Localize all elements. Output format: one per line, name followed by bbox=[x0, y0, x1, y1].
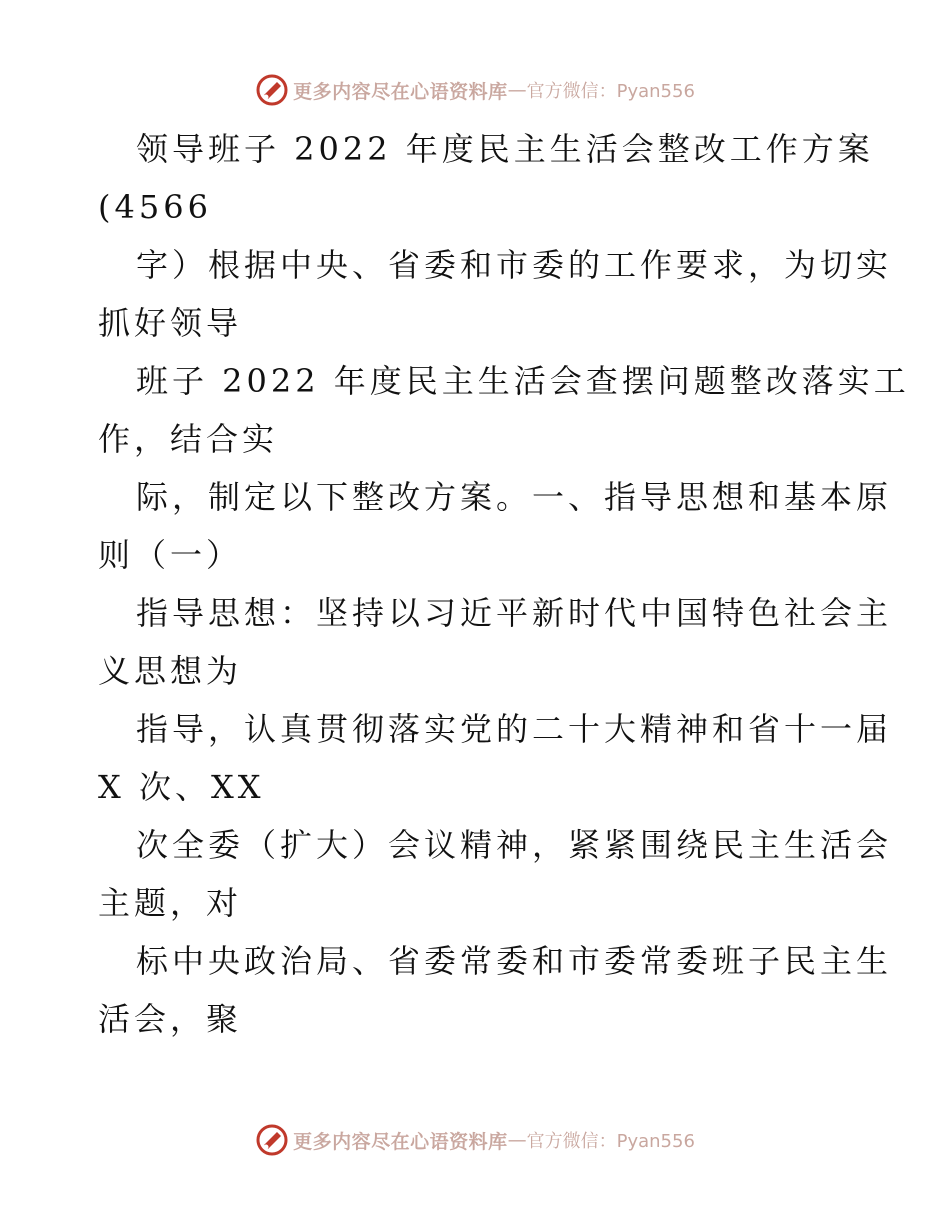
document-line: 次全委（扩大）会议精神，紧紧围绕民主生活会 bbox=[136, 826, 893, 864]
document-line: (4566 bbox=[98, 188, 212, 226]
document-line: 领导班子 2022 年度民主生活会整改工作方案 bbox=[136, 130, 874, 168]
document-line: 指导，认真贯彻落实党的二十大精神和省十一届 bbox=[136, 710, 893, 748]
header-watermark bbox=[0, 70, 950, 110]
footer-watermark bbox=[0, 1120, 950, 1160]
logo-icon bbox=[255, 1123, 289, 1157]
logo-icon bbox=[255, 73, 289, 107]
document-line: 主题，对 bbox=[98, 884, 243, 922]
header-brand-text: 更多内容尽在心语资料库 bbox=[293, 80, 508, 103]
footer-wechat-text: 官方微信：Pyan556 bbox=[526, 1131, 695, 1152]
document-line: 则（一） bbox=[98, 536, 243, 574]
document-line: 作，结合实 bbox=[98, 420, 279, 458]
document-line: 指导思想：坚持以习近平新时代中国特色社会主 bbox=[136, 594, 893, 632]
document-line: 标中央政治局、省委常委和市委常委班子民主生 bbox=[136, 942, 893, 980]
document-line: 活会，聚 bbox=[98, 1000, 243, 1038]
footer-separator: — bbox=[507, 1129, 527, 1151]
document-line: 班子 2022 年度民主生活会查摆问题整改落实工 bbox=[136, 362, 910, 400]
document-body bbox=[98, 120, 910, 1048]
document-line: 抓好领导 bbox=[98, 304, 243, 342]
footer-brand-text: 更多内容尽在心语资料库 bbox=[293, 1130, 508, 1153]
document-line: 际，制定以下整改方案。一、指导思想和基本原 bbox=[136, 478, 893, 516]
document-line: X 次、XX bbox=[98, 768, 265, 806]
header-separator: — bbox=[507, 79, 527, 101]
document-line: 义思想为 bbox=[98, 652, 243, 690]
header-wechat-text: 官方微信：Pyan556 bbox=[526, 81, 695, 102]
document-line: 字）根据中央、省委和市委的工作要求，为切实 bbox=[136, 246, 893, 284]
